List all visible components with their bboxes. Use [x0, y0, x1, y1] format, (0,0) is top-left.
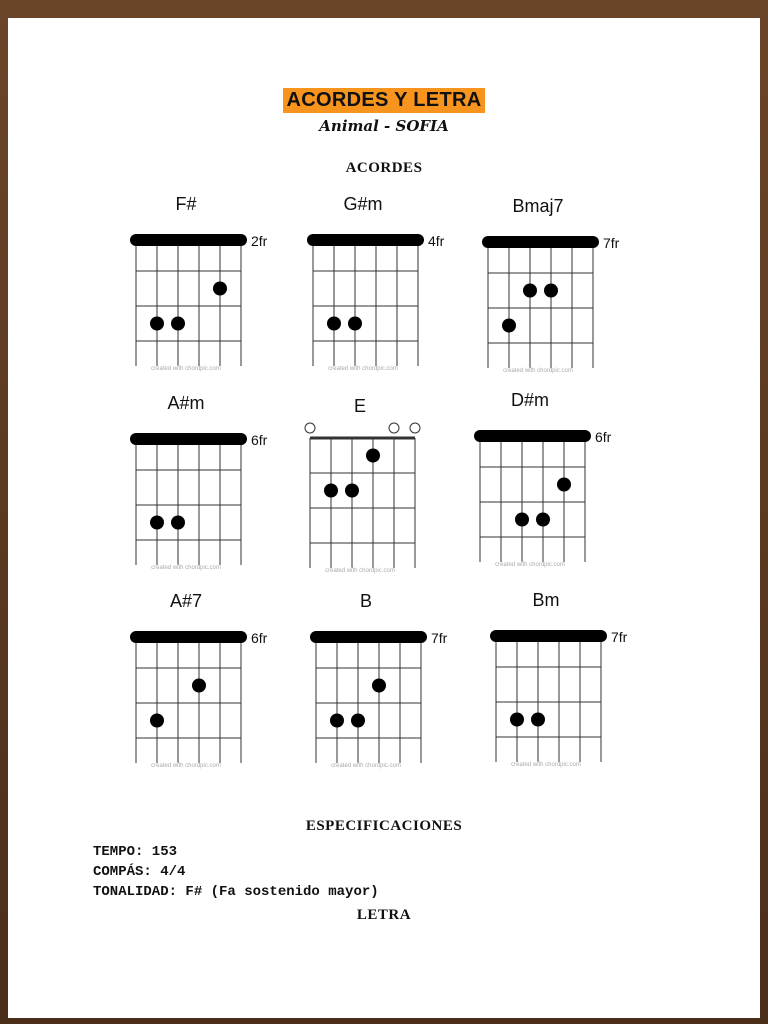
page-title [8, 88, 760, 113]
chord-diagram [126, 194, 296, 384]
finger-dot [330, 714, 344, 728]
finger-dot [372, 679, 386, 693]
open-string-mark [305, 423, 315, 433]
finger-dot [523, 284, 537, 298]
fretboard [126, 413, 286, 565]
chord-diagram [303, 194, 473, 384]
fret-number-label: 2fr [251, 233, 268, 249]
song-subtitle: Animal - SOFIA [319, 117, 449, 135]
chord-name: D#m [510, 390, 549, 410]
fret-number-label: 4fr [428, 233, 445, 249]
fretboard [300, 416, 460, 568]
specs-block [93, 842, 379, 902]
chord-diagram [126, 591, 296, 781]
barre-mark [482, 236, 599, 248]
chordpic-credit: created with chordpic.com [503, 368, 573, 374]
open-string-mark [410, 423, 420, 433]
fretboard [126, 611, 286, 763]
finger-dot [150, 516, 164, 530]
barre-mark [474, 430, 591, 442]
chordpic-credit: created with chordpic.com [151, 366, 221, 372]
chordpic-credit: created with chordpic.com [331, 763, 401, 769]
chordpic-credit: created with chordpic.com [328, 366, 398, 372]
chord-name: A#7 [169, 591, 203, 611]
fretboard [306, 611, 466, 763]
barre-mark [130, 234, 247, 246]
finger-dot [171, 317, 185, 331]
chord-diagram [478, 196, 648, 386]
chordpic-credit: created with chordpic.com [495, 562, 565, 568]
finger-dot [150, 714, 164, 728]
chords-heading: ACORDES [345, 160, 423, 176]
fret-number-label: 6fr [251, 432, 268, 448]
fretboard [470, 410, 630, 562]
finger-dot [531, 713, 545, 727]
finger-dot [366, 449, 380, 463]
finger-dot [150, 317, 164, 331]
finger-dot [324, 484, 338, 498]
tempo-line: TEMPO: 153 [93, 844, 178, 860]
lyrics-heading: LETRA [356, 907, 412, 923]
finger-dot [171, 516, 185, 530]
finger-dot [213, 282, 227, 296]
chord-diagram [306, 591, 476, 781]
finger-dot [327, 317, 341, 331]
finger-dot [192, 679, 206, 693]
finger-dot [510, 713, 524, 727]
fretboard [486, 610, 646, 762]
chord-diagram [470, 390, 640, 580]
finger-dot [502, 319, 516, 333]
finger-dot [345, 484, 359, 498]
chord-name: E [353, 396, 366, 416]
barre-mark [130, 433, 247, 445]
fretboard [478, 216, 638, 368]
open-string-mark [389, 423, 399, 433]
compas-line: COMPÁS: 4/4 [93, 864, 186, 880]
chord-name: G#m [343, 194, 383, 214]
chord-name: Bmaj7 [512, 196, 564, 216]
finger-dot [351, 714, 365, 728]
fretboard [126, 214, 286, 366]
specs-heading: ESPECIFICACIONES [305, 818, 463, 834]
chord-diagram [300, 396, 470, 586]
chord-name: F# [175, 194, 197, 214]
fretboard [303, 214, 463, 366]
fret-number-label: 7fr [611, 629, 628, 645]
chord-diagram [486, 590, 656, 780]
barre-mark [490, 630, 607, 642]
chord-name: Bm [532, 590, 560, 610]
barre-mark [307, 234, 424, 246]
barre-mark [310, 631, 427, 643]
title-text: ACORDES Y LETRA [283, 88, 486, 113]
chordpic-credit: created with chordpic.com [325, 568, 395, 574]
fret-number-label: 7fr [431, 630, 448, 646]
finger-dot [536, 513, 550, 527]
tonalidad-line: TONALIDAD: F# (Fa sostenido mayor) [93, 884, 379, 900]
chord-name: B [359, 591, 372, 611]
chordpic-credit: created with chordpic.com [151, 565, 221, 571]
barre-mark [130, 631, 247, 643]
document-page [8, 18, 760, 1018]
fret-number-label: 6fr [251, 630, 268, 646]
chord-name: A#m [167, 393, 205, 413]
chord-diagram [126, 393, 296, 583]
finger-dot [557, 478, 571, 492]
finger-dot [544, 284, 558, 298]
finger-dot [515, 513, 529, 527]
chordpic-credit: created with chordpic.com [151, 763, 221, 769]
finger-dot [348, 317, 362, 331]
fret-number-label: 7fr [603, 235, 620, 251]
fret-number-label: 6fr [595, 429, 612, 445]
chordpic-credit: created with chordpic.com [511, 762, 581, 768]
